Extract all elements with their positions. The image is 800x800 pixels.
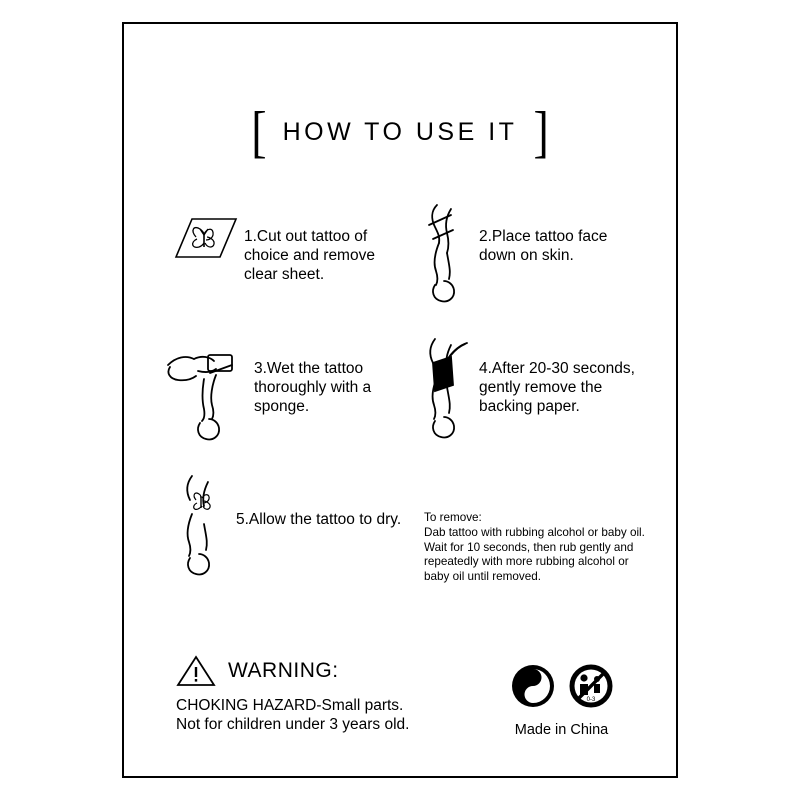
bracket-left: [ xyxy=(251,99,267,164)
warning-label: WARNING: xyxy=(228,659,339,682)
arm-peel-backing-icon xyxy=(407,331,479,446)
no-children-under-3-icon xyxy=(569,664,613,708)
arm-place-tattoo-icon xyxy=(407,199,479,309)
yin-yang-recycle-icon xyxy=(511,664,555,708)
step-label: 5.Allow the tattoo to dry. xyxy=(236,511,402,528)
badge-age-label: 0-3 xyxy=(586,697,595,703)
hand-sponge-arm-icon xyxy=(164,331,254,446)
tattoo-sheet-icon xyxy=(164,199,244,279)
warning-line-2: Not for children under 3 years old. xyxy=(176,716,410,733)
warning-line-1: CHOKING HAZARD-Small parts. xyxy=(176,697,404,714)
removal-instructions xyxy=(424,511,646,584)
made-in-label: Made in China xyxy=(514,722,609,738)
step-label: 4.After 20-30 seconds, gently remove the backing paper. xyxy=(479,360,635,415)
step-item xyxy=(164,470,407,580)
warning-triangle-icon xyxy=(176,654,216,688)
page-title-text: HOW TO USE IT xyxy=(282,117,518,146)
step-label: 2.Place tattoo face down on skin. xyxy=(479,228,608,264)
bracket-right: ] xyxy=(533,99,549,164)
step-item xyxy=(164,331,407,446)
page-title xyxy=(124,99,676,164)
footer-badges xyxy=(479,664,644,738)
step-item xyxy=(407,199,644,309)
warning-section xyxy=(176,654,466,734)
instruction-sheet xyxy=(122,22,678,778)
step-item xyxy=(164,199,407,309)
step-label: 1.Cut out tattoo of choice and remove clear sheet. xyxy=(244,228,375,283)
removal-heading: To remove: xyxy=(424,511,482,524)
steps-row xyxy=(164,199,644,309)
arm-finished-tattoo-icon xyxy=(164,470,236,580)
removal-body: Dab tattoo with rubbing alcohol or baby oil. Wait for 10 seconds, then rub gently and repeatedly with more rubbing alcohol or baby oil until removed. xyxy=(424,526,645,583)
step-label: 3.Wet the tattoo thoroughly with a sponge. xyxy=(254,360,372,415)
steps-row xyxy=(164,331,644,446)
step-item xyxy=(407,331,644,446)
